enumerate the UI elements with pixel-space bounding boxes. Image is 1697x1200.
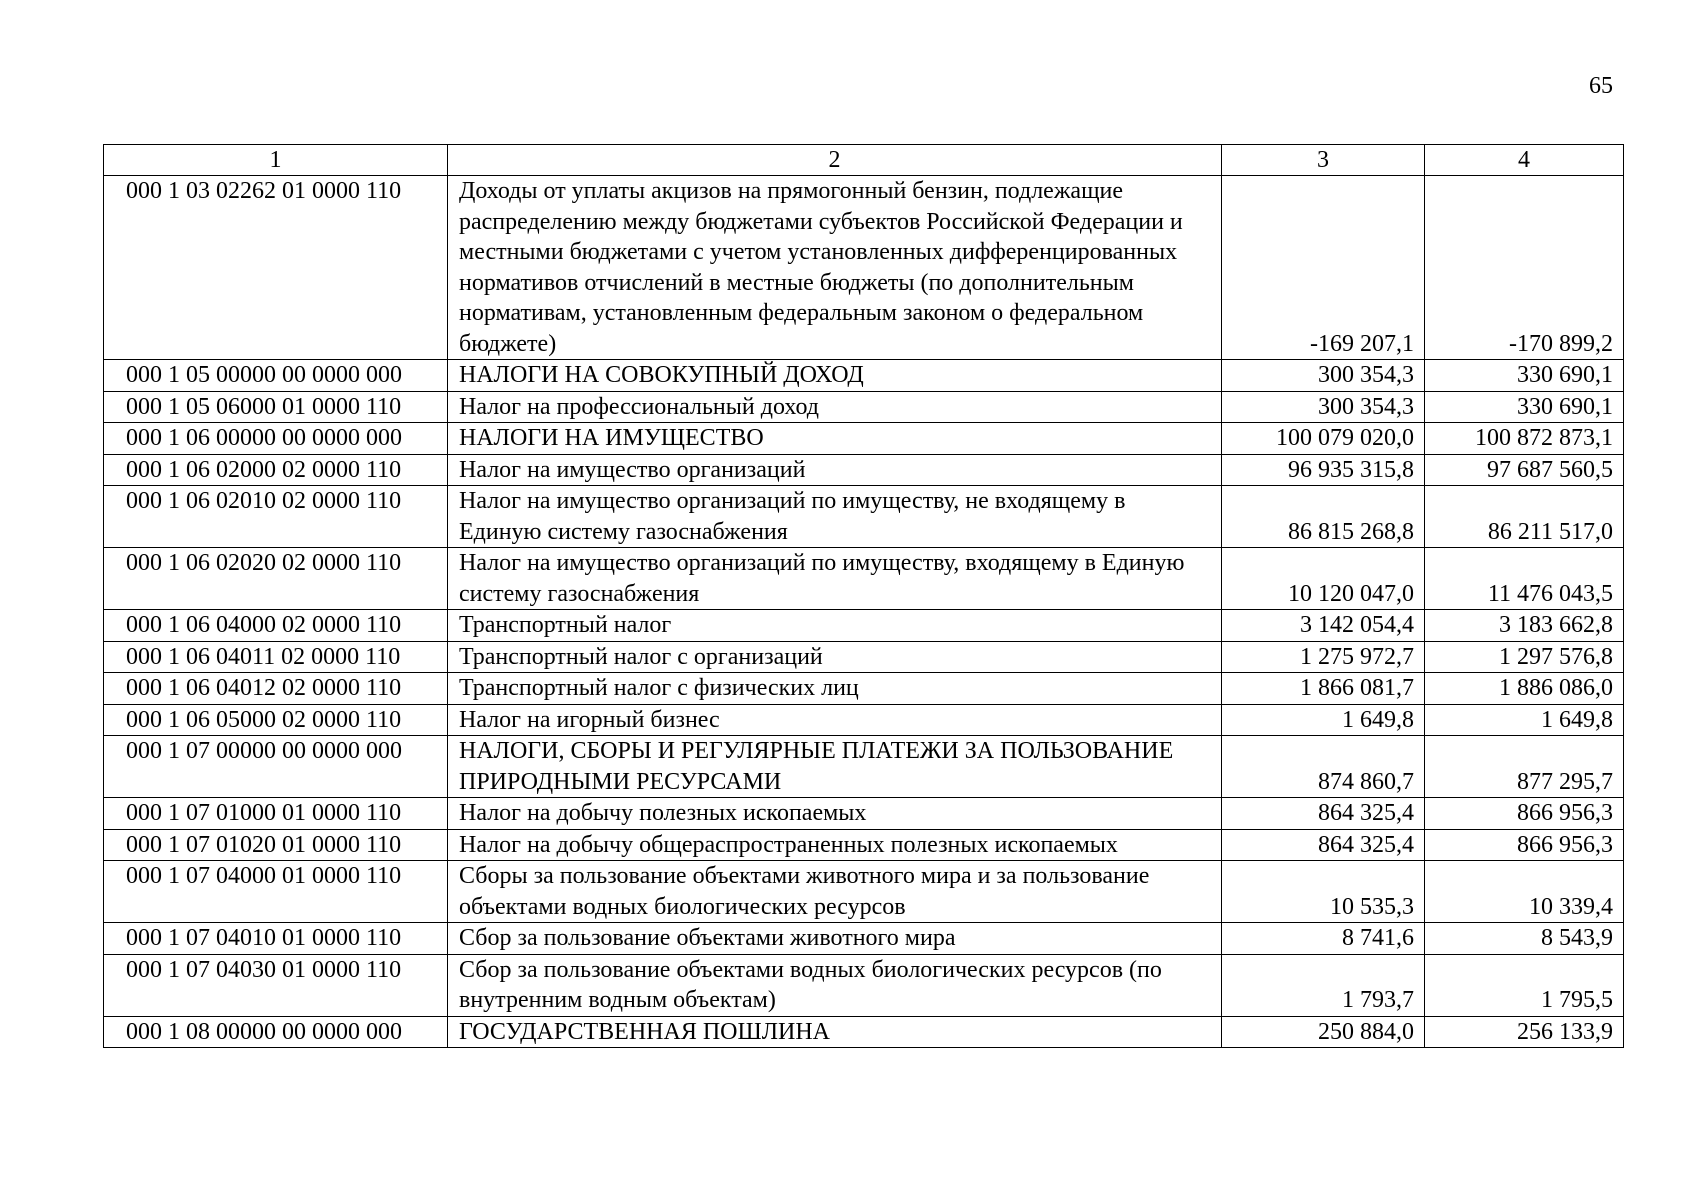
amount-col4-cell: 97 687 560,5 — [1425, 454, 1624, 486]
amount-col4-cell: 866 956,3 — [1425, 798, 1624, 830]
page-number: 65 — [1589, 73, 1613, 99]
amount-col4-cell: -170 899,2 — [1425, 176, 1624, 360]
budget-code-cell: 000 1 06 00000 00 0000 000 — [104, 423, 448, 455]
table-row — [104, 1016, 1624, 1048]
table-row — [104, 486, 1624, 548]
table-row — [104, 610, 1624, 642]
revenue-name-cell: Сбор за пользование объектами водных биологических ресурсов (по внутренним водным объектам) — [448, 954, 1222, 1016]
column-header-3: 3 — [1222, 145, 1425, 176]
revenue-name-cell: НАЛОГИ НА СОВОКУПНЫЙ ДОХОД — [448, 360, 1222, 392]
budget-code-cell: 000 1 06 05000 02 0000 110 — [104, 704, 448, 736]
amount-col3-cell: 3 142 054,4 — [1222, 610, 1425, 642]
revenue-name-cell: Сборы за пользование объектами животного мира и за пользование объектами водных биологических ресурсов — [448, 861, 1222, 923]
table-row — [104, 176, 1624, 360]
amount-col3-cell: 100 079 020,0 — [1222, 423, 1425, 455]
budget-code-cell: 000 1 08 00000 00 0000 000 — [104, 1016, 448, 1048]
table-row — [104, 673, 1624, 705]
amount-col4-cell: 8 543,9 — [1425, 923, 1624, 955]
amount-col4-cell: 877 295,7 — [1425, 736, 1624, 798]
budget-code-cell: 000 1 07 04000 01 0000 110 — [104, 861, 448, 923]
amount-col3-cell: 86 815 268,8 — [1222, 486, 1425, 548]
amount-col4-cell: 256 133,9 — [1425, 1016, 1624, 1048]
amount-col3-cell: 1 793,7 — [1222, 954, 1425, 1016]
table-row — [104, 736, 1624, 798]
table-header-row — [104, 145, 1624, 176]
amount-col3-cell: 10 120 047,0 — [1222, 548, 1425, 610]
budget-code-cell: 000 1 06 02000 02 0000 110 — [104, 454, 448, 486]
table-row — [104, 923, 1624, 955]
revenue-name-cell: Налог на имущество организаций по имуществу, входящему в Единую систему газоснабжения — [448, 548, 1222, 610]
table-row — [104, 798, 1624, 830]
revenue-name-cell: Транспортный налог с физических лиц — [448, 673, 1222, 705]
budget-code-cell: 000 1 06 02010 02 0000 110 — [104, 486, 448, 548]
budget-revenue-table — [103, 144, 1624, 1048]
amount-col4-cell: 330 690,1 — [1425, 360, 1624, 392]
amount-col4-cell: 11 476 043,5 — [1425, 548, 1624, 610]
amount-col4-cell: 86 211 517,0 — [1425, 486, 1624, 548]
amount-col3-cell: 8 741,6 — [1222, 923, 1425, 955]
table-row — [104, 704, 1624, 736]
revenue-name-cell: Налог на имущество организаций по имуществу, не входящему в Единую систему газоснабжения — [448, 486, 1222, 548]
revenue-name-cell: Налог на добычу полезных ископаемых — [448, 798, 1222, 830]
table-row — [104, 829, 1624, 861]
amount-col3-cell: 300 354,3 — [1222, 391, 1425, 423]
table-row — [104, 548, 1624, 610]
amount-col3-cell: 864 325,4 — [1222, 798, 1425, 830]
budget-code-cell: 000 1 03 02262 01 0000 110 — [104, 176, 448, 360]
budget-code-cell: 000 1 06 02020 02 0000 110 — [104, 548, 448, 610]
amount-col3-cell: 1 275 972,7 — [1222, 641, 1425, 673]
amount-col4-cell: 1 297 576,8 — [1425, 641, 1624, 673]
amount-col3-cell: 250 884,0 — [1222, 1016, 1425, 1048]
budget-code-cell: 000 1 05 06000 01 0000 110 — [104, 391, 448, 423]
revenue-name-cell: Налог на игорный бизнес — [448, 704, 1222, 736]
amount-col4-cell: 1 795,5 — [1425, 954, 1624, 1016]
budget-code-cell: 000 1 07 01020 01 0000 110 — [104, 829, 448, 861]
amount-col4-cell: 100 872 873,1 — [1425, 423, 1624, 455]
amount-col3-cell: -169 207,1 — [1222, 176, 1425, 360]
table-row — [104, 423, 1624, 455]
table-row — [104, 641, 1624, 673]
budget-code-cell: 000 1 06 04000 02 0000 110 — [104, 610, 448, 642]
budget-code-cell: 000 1 06 04012 02 0000 110 — [104, 673, 448, 705]
revenue-name-cell: Налог на добычу общераспространенных полезных ископаемых — [448, 829, 1222, 861]
amount-col3-cell: 10 535,3 — [1222, 861, 1425, 923]
amount-col3-cell: 874 860,7 — [1222, 736, 1425, 798]
amount-col3-cell: 96 935 315,8 — [1222, 454, 1425, 486]
amount-col4-cell: 10 339,4 — [1425, 861, 1624, 923]
budget-code-cell: 000 1 07 04030 01 0000 110 — [104, 954, 448, 1016]
column-header-4: 4 — [1425, 145, 1624, 176]
revenue-name-cell: ГОСУДАРСТВЕННАЯ ПОШЛИНА — [448, 1016, 1222, 1048]
column-header-1: 1 — [104, 145, 448, 176]
amount-col3-cell: 864 325,4 — [1222, 829, 1425, 861]
table-row — [104, 954, 1624, 1016]
revenue-name-cell: Сбор за пользование объектами животного мира — [448, 923, 1222, 955]
amount-col4-cell: 1 649,8 — [1425, 704, 1624, 736]
revenue-name-cell: Доходы от уплаты акцизов на прямогонный бензин, подлежащие распределению между бюджетами субъектов Российской Федерации и местными бюджетами с учетом установленных дифференцированных нормативов отчислений в местные бюджеты (по дополнительным нормативам, установленным федеральным законом о федеральном бюджете) — [448, 176, 1222, 360]
revenue-name-cell: Налог на профессиональный доход — [448, 391, 1222, 423]
table-row — [104, 360, 1624, 392]
table-row — [104, 861, 1624, 923]
amount-col3-cell: 1 649,8 — [1222, 704, 1425, 736]
table-row — [104, 391, 1624, 423]
budget-code-cell: 000 1 06 04011 02 0000 110 — [104, 641, 448, 673]
amount-col4-cell: 866 956,3 — [1425, 829, 1624, 861]
amount-col4-cell: 330 690,1 — [1425, 391, 1624, 423]
budget-code-cell: 000 1 07 01000 01 0000 110 — [104, 798, 448, 830]
table-row — [104, 454, 1624, 486]
revenue-name-cell: Налог на имущество организаций — [448, 454, 1222, 486]
amount-col3-cell: 300 354,3 — [1222, 360, 1425, 392]
budget-code-cell: 000 1 07 04010 01 0000 110 — [104, 923, 448, 955]
revenue-name-cell: НАЛОГИ НА ИМУЩЕСТВО — [448, 423, 1222, 455]
budget-code-cell: 000 1 05 00000 00 0000 000 — [104, 360, 448, 392]
column-header-2: 2 — [448, 145, 1222, 176]
revenue-name-cell: Транспортный налог с организаций — [448, 641, 1222, 673]
revenue-name-cell: НАЛОГИ, СБОРЫ И РЕГУЛЯРНЫЕ ПЛАТЕЖИ ЗА ПОЛЬЗОВАНИЕ ПРИРОДНЫМИ РЕСУРСАМИ — [448, 736, 1222, 798]
amount-col3-cell: 1 866 081,7 — [1222, 673, 1425, 705]
amount-col4-cell: 1 886 086,0 — [1425, 673, 1624, 705]
revenue-name-cell: Транспортный налог — [448, 610, 1222, 642]
budget-code-cell: 000 1 07 00000 00 0000 000 — [104, 736, 448, 798]
amount-col4-cell: 3 183 662,8 — [1425, 610, 1624, 642]
